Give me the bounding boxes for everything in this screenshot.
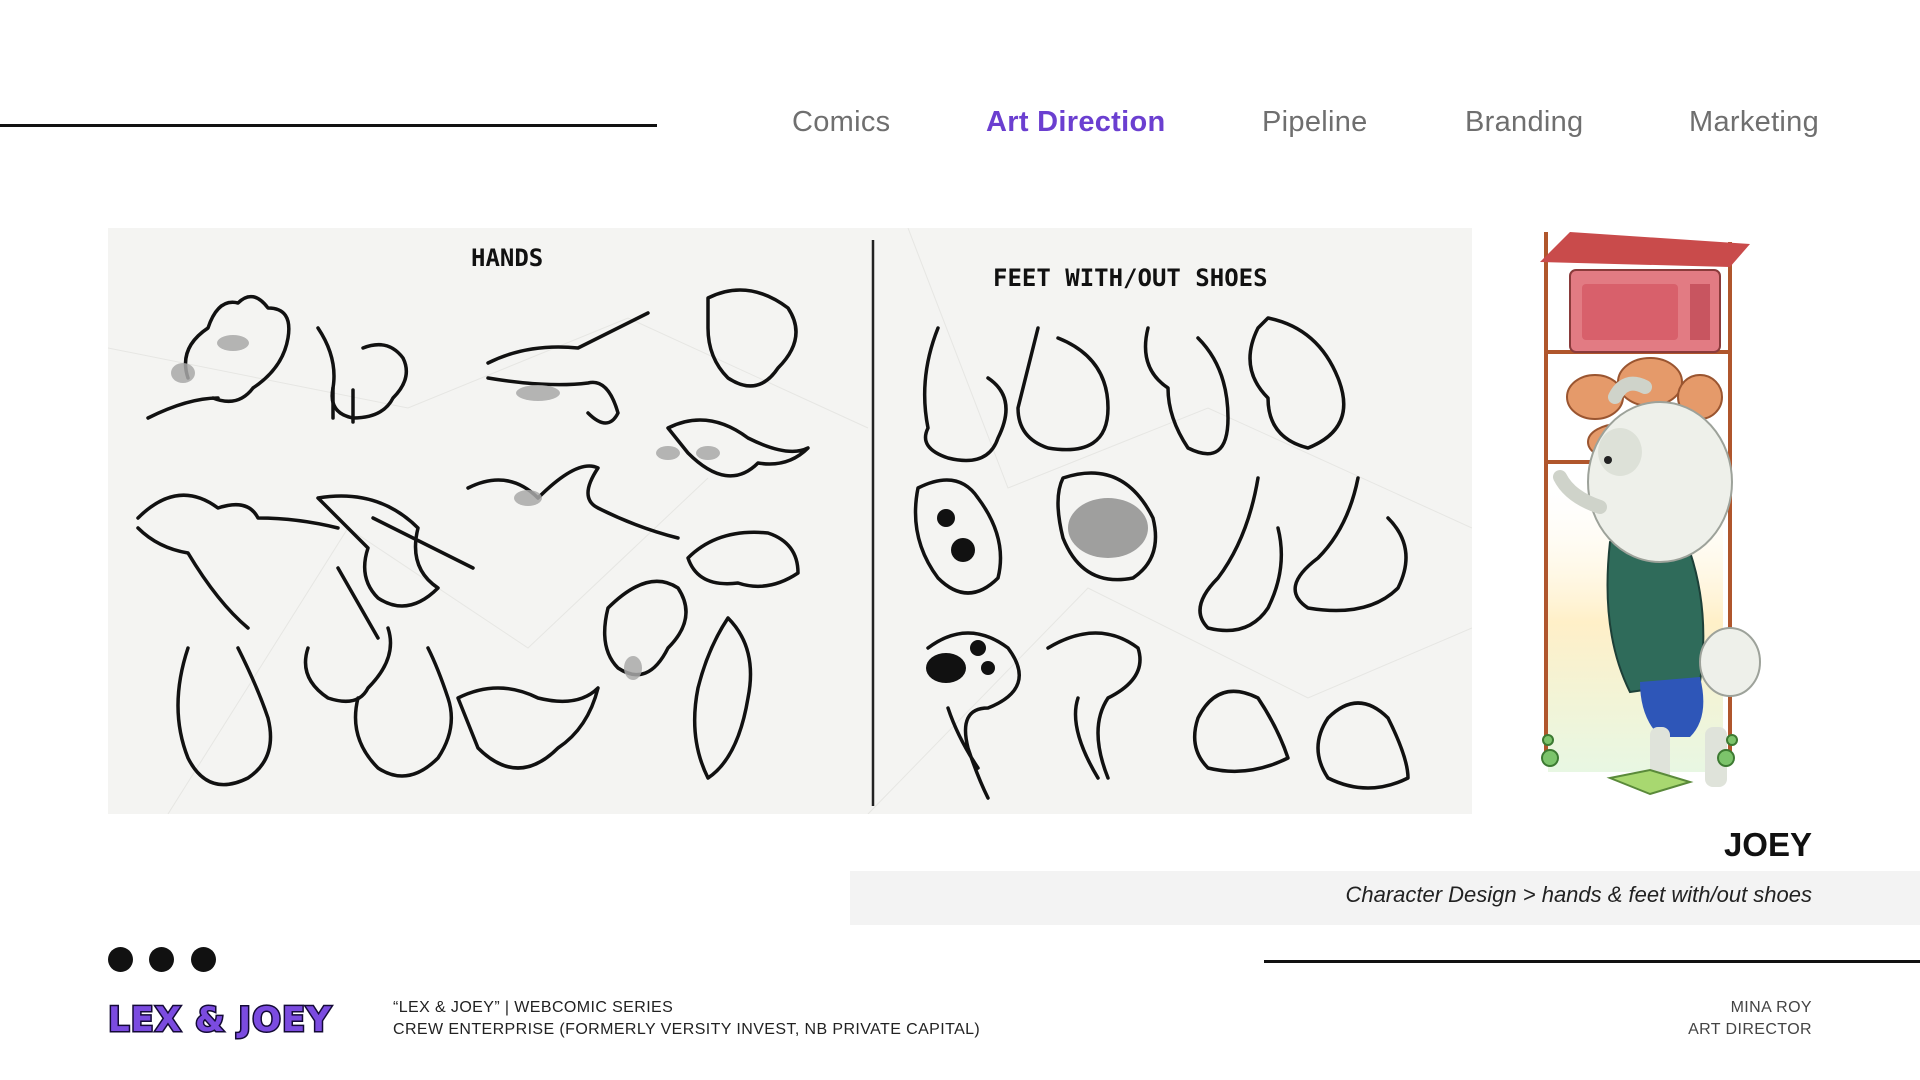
nav-marketing[interactable]: Marketing — [1689, 106, 1820, 138]
sketch-drawing — [108, 228, 1472, 814]
footer-series-line: “LEX & JOEY” | WEBCOMIC SERIES — [393, 999, 674, 1016]
footer-author-role: ART DIRECTOR — [1688, 1021, 1812, 1038]
hands-heading: HANDS — [471, 244, 544, 272]
footer-credit — [1688, 997, 1812, 1041]
svg-text:LEX & JOEY: LEX & JOEY — [108, 1000, 332, 1040]
main-nav — [770, 106, 1890, 146]
nav-art-direction[interactable]: Art Direction — [986, 106, 1166, 138]
character-name: JOEY — [1723, 826, 1812, 863]
top-divider — [0, 124, 657, 127]
joey-illustration-drawing — [1500, 222, 1810, 812]
nav-branding[interactable]: Branding — [1465, 106, 1584, 138]
footer-project-info — [393, 997, 980, 1041]
footer-company-line: CREW ENTERPRISE (FORMERLY VERSITY INVEST, NB PRIVATE CAPITAL) — [393, 1021, 981, 1038]
feet-heading: FEET WITH/OUT SHOES — [993, 264, 1268, 292]
dot-2[interactable] — [149, 947, 174, 972]
dot-3[interactable] — [191, 947, 216, 972]
feet-shading — [1068, 498, 1148, 558]
nav-pipeline[interactable]: Pipeline — [1262, 106, 1368, 138]
lex-and-joey-logo — [106, 994, 368, 1040]
pagination-dots[interactable] — [108, 947, 228, 973]
caption-breadcrumb: Character Design > hands & feet with/out shoes — [1345, 882, 1812, 907]
logo-wordmark — [106, 994, 368, 1040]
bottom-right-divider — [1264, 960, 1920, 963]
dot-1[interactable] — [108, 947, 133, 972]
character-sketch-sheet — [108, 228, 1472, 814]
nav-comics[interactable]: Comics — [792, 106, 891, 138]
footer-author-name: MINA ROY — [1730, 999, 1812, 1016]
joey-character-illustration — [1500, 222, 1810, 812]
